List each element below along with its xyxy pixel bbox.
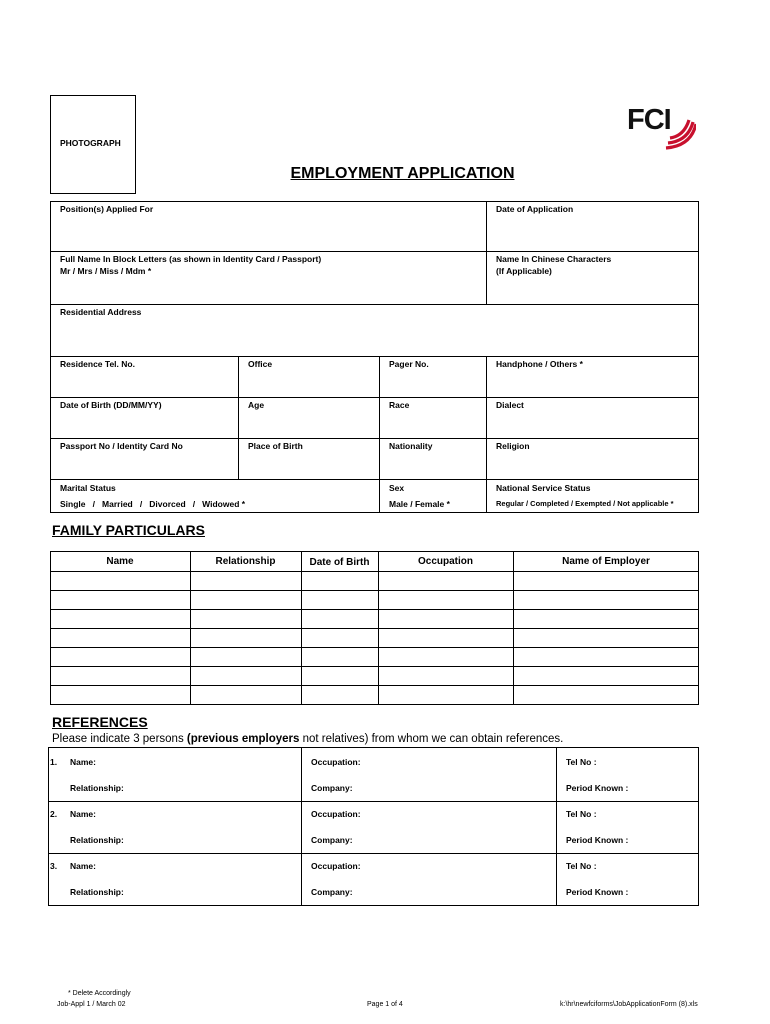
footer-page-number: Page 1 of 4 [367, 1001, 403, 1008]
footer-form-code: Job-Appl 1 / March 02 [57, 1001, 126, 1008]
family-col-occupation: Occupation [417, 556, 473, 567]
reference-3-company-label: Company: [311, 887, 353, 897]
references-intro-emphasis: (previous employers [186, 733, 300, 745]
photograph-label: PHOTOGRAPH [60, 138, 121, 148]
reference-3-tel-label: Tel No : [566, 861, 597, 871]
family-col-name: Name [106, 556, 134, 567]
sex-options: Male / Female * [389, 499, 450, 509]
reference-3-name-label: Name: [70, 861, 96, 871]
nationality-label: Nationality [389, 441, 433, 451]
handphone-label: Handphone / Others * [496, 359, 583, 369]
reference-1-occupation-label: Occupation: [311, 757, 361, 767]
dialect-label: Dialect [496, 400, 524, 410]
family-particulars-heading: FAMILY PARTICULARS [52, 522, 205, 538]
reference-2-tel-label: Tel No : [566, 809, 597, 819]
passport-label: Passport No / Identity Card No [60, 441, 183, 451]
chinese-name-label: Name In Chinese Characters [496, 254, 612, 264]
reference-3-relationship-label: Relationship: [70, 887, 124, 897]
date-of-application-label: Date of Application [496, 204, 574, 214]
salutation-options: Mr / Mrs / Miss / Mdm * [60, 266, 152, 276]
family-col-relationship: Relationship [215, 556, 276, 567]
footer-file-path: k:\hr\newfciforms\JobApplicationForm (8).xls [560, 1001, 698, 1008]
marital-status-label: Marital Status [60, 483, 116, 493]
full-name-label: Full Name In Block Letters (as shown in Identity Card / Passport) [60, 254, 322, 264]
reference-2-period-label: Period Known : [566, 835, 629, 845]
place-of-birth-label: Place of Birth [248, 441, 303, 451]
residential-address-label: Residential Address [60, 307, 142, 317]
reference-2-company-label: Company: [311, 835, 353, 845]
footer-delete-note: * Delete Accordingly [68, 990, 131, 997]
date-of-birth-label: Date of Birth (DD/MM/YY) [60, 400, 162, 410]
office-tel-label: Office [248, 359, 273, 369]
reference-2-name-label: Name: [70, 809, 96, 819]
references-intro-text: Please indicate 3 persons [52, 733, 187, 745]
reference-3-number: 3. [50, 861, 58, 871]
references-instructions [52, 733, 563, 745]
references-intro-text-end: not relatives) from whom we can obtain references. [299, 733, 564, 745]
reference-1-company-label: Company: [311, 783, 353, 793]
references-heading: REFERENCES [52, 714, 148, 730]
reference-1-tel-label: Tel No : [566, 757, 597, 767]
family-col-employer: Name of Employer [562, 556, 650, 567]
svg-text:FCI: FCI [627, 104, 671, 136]
marital-status-options: Single / Married / Divorced / Widowed * [60, 499, 246, 509]
reference-1-period-label: Period Known : [566, 783, 629, 793]
position-label: Position(s) Applied For [60, 204, 154, 214]
reference-3-period-label: Period Known : [566, 887, 629, 897]
references-table [48, 747, 699, 906]
reference-1-name-label: Name: [70, 757, 96, 767]
reference-1-number: 1. [50, 757, 58, 767]
reference-3-occupation-label: Occupation: [311, 861, 361, 871]
national-service-label: National Service Status [496, 483, 591, 493]
reference-1-relationship-label: Relationship: [70, 783, 124, 793]
fci-logo [626, 98, 696, 153]
chinese-name-note: (If Applicable) [496, 266, 552, 276]
age-label: Age [248, 400, 265, 410]
national-service-options: Regular / Completed / Exempted / Not applicable * [496, 499, 674, 508]
reference-2-occupation-label: Occupation: [311, 809, 361, 819]
sex-label: Sex [389, 483, 405, 493]
personal-particulars-table [50, 201, 699, 513]
religion-label: Religion [496, 441, 530, 451]
reference-2-relationship-label: Relationship: [70, 835, 124, 845]
form-title: EMPLOYMENT APPLICATION [290, 165, 515, 182]
race-label: Race [389, 400, 410, 410]
residence-tel-label: Residence Tel. No. [60, 359, 135, 369]
pager-label: Pager No. [389, 359, 429, 369]
family-col-dob: Date of Birth [309, 557, 370, 568]
reference-2-number: 2. [50, 809, 58, 819]
